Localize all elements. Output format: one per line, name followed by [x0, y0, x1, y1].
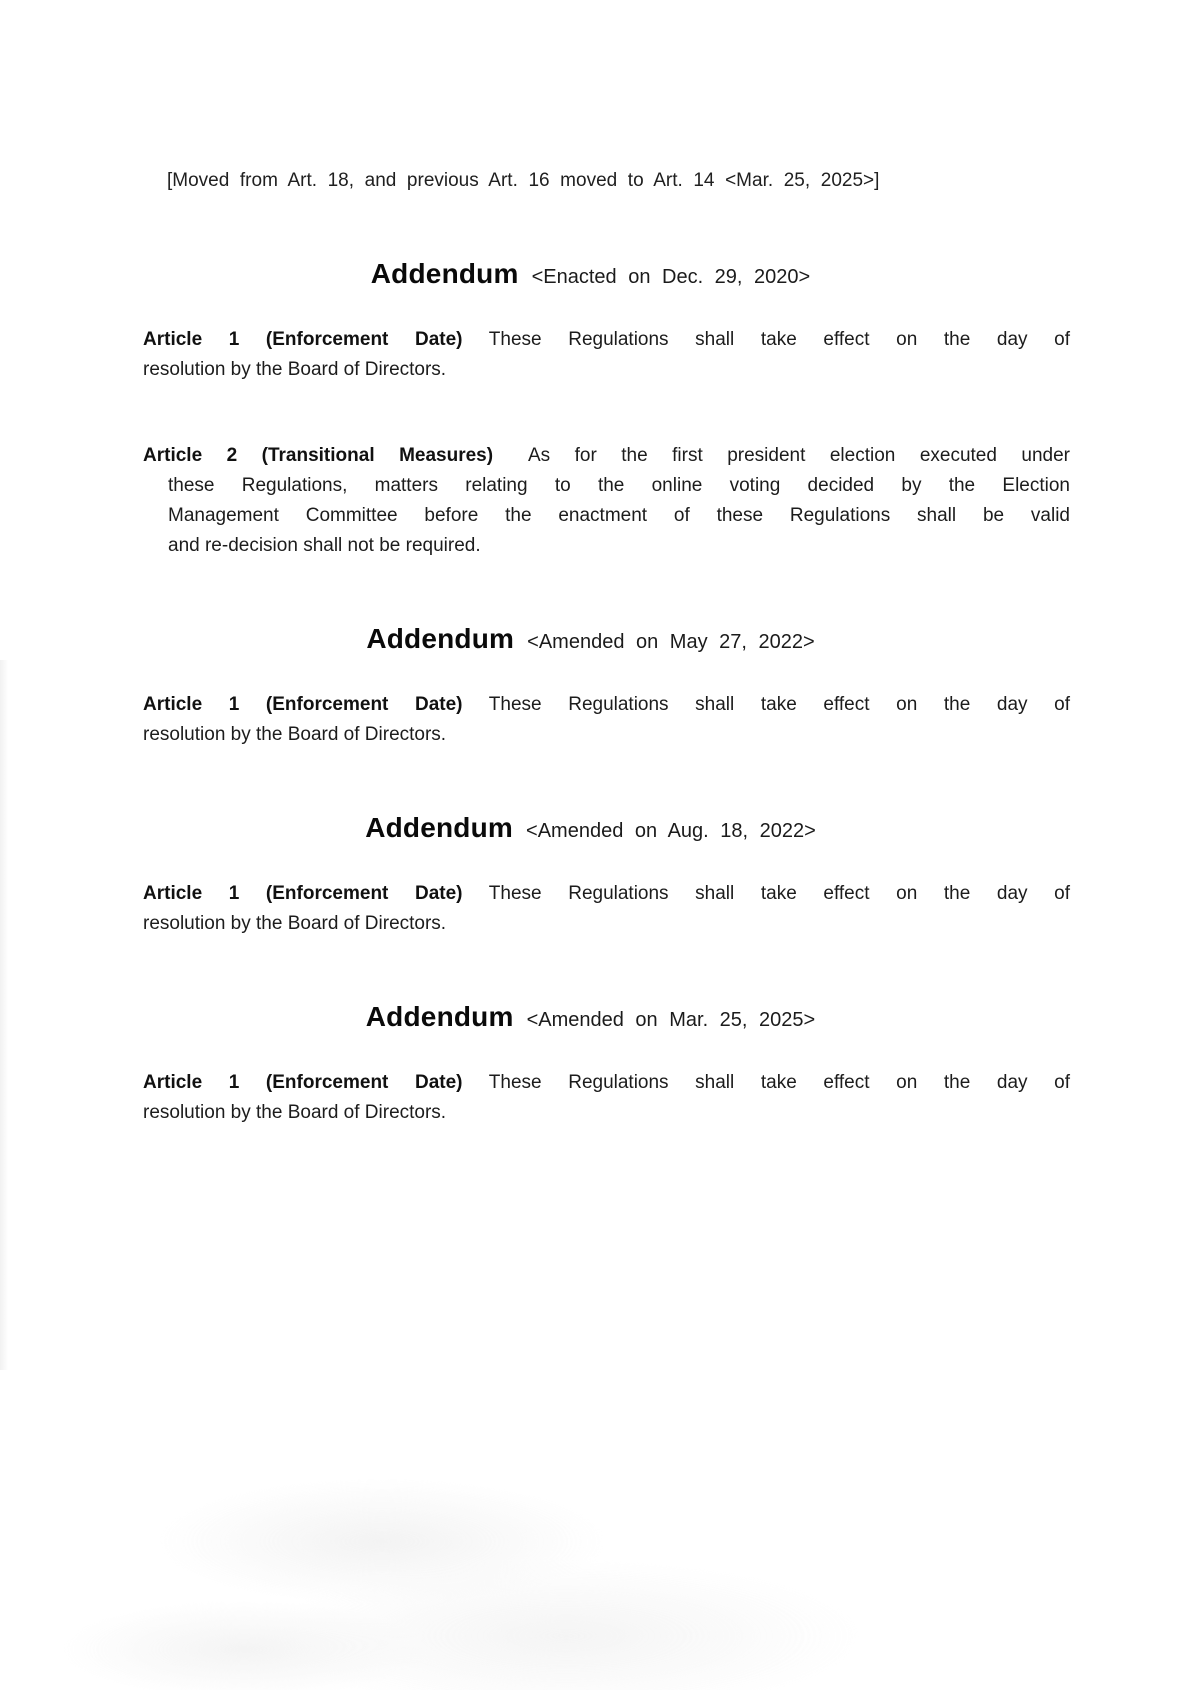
scan-artifact-bottom [60, 1420, 980, 1690]
addendum-title: Addendum [366, 623, 515, 654]
article-label: Article 1 (Enforcement Date) [143, 329, 463, 350]
article-line: resolution by the Board of Directors. [143, 913, 447, 934]
addendum-date-note: <Amended on May 27, 2022> [527, 631, 815, 653]
article-text: These Regulations shall take effect on the day of [488, 329, 1070, 350]
addendum-date-note: <Enacted on Dec. 29, 2020> [531, 266, 811, 288]
article-line [143, 1068, 1070, 1098]
moved-note: [Moved from Art. 18, and previous Art. 16 moved to Art. 14 <Mar. 25, 2025>] [167, 170, 880, 191]
scan-artifact-left-edge [0, 660, 8, 1370]
article-label: Article 1 (Enforcement Date) [143, 1072, 463, 1093]
article-line [143, 879, 1070, 909]
addendum-heading-2 [127, 617, 1054, 664]
addendum-heading-3 [127, 806, 1054, 853]
addendum-title: Addendum [365, 1001, 514, 1032]
article-1-enforcement-date [143, 325, 1070, 385]
article-1-enforcement-date [143, 1068, 1070, 1128]
addendum-title: Addendum [370, 258, 519, 289]
addendum-date-note: <Amended on Aug. 18, 2022> [526, 820, 816, 842]
addendum-heading-1 [127, 252, 1054, 299]
article-label: Article 1 (Enforcement Date) [143, 694, 463, 715]
article-line: these Regulations, matters relating to the online voting decided by the Election [168, 475, 1070, 496]
article-line [143, 325, 1070, 355]
addendum-date-note: <Amended on Mar. 25, 2025> [526, 1009, 816, 1031]
article-line: and re-decision shall not be required. [168, 535, 481, 556]
document-content [143, 166, 1070, 1128]
article-2-transitional-measures [143, 441, 1070, 561]
addendum-heading-4 [127, 995, 1054, 1042]
article-1-enforcement-date [143, 879, 1070, 939]
article-label: Article 1 (Enforcement Date) [143, 883, 463, 904]
article-line: resolution by the Board of Directors. [143, 1102, 447, 1123]
article-text: As for the first president election executed under [527, 445, 1070, 466]
article-text: These Regulations shall take effect on the day of [488, 1072, 1070, 1093]
article-text: These Regulations shall take effect on the day of [488, 694, 1070, 715]
article-line [143, 441, 1070, 471]
article-line [143, 690, 1070, 720]
article-line: Management Committee before the enactment of these Regulations shall be valid [168, 505, 1070, 526]
article-line: resolution by the Board of Directors. [143, 724, 447, 745]
article-label: Article 2 (Transitional Measures) [143, 445, 494, 466]
article-line: resolution by the Board of Directors. [143, 359, 447, 380]
article-1-enforcement-date [143, 690, 1070, 750]
article-text: These Regulations shall take effect on the day of [488, 883, 1070, 904]
addendum-title: Addendum [365, 812, 514, 843]
